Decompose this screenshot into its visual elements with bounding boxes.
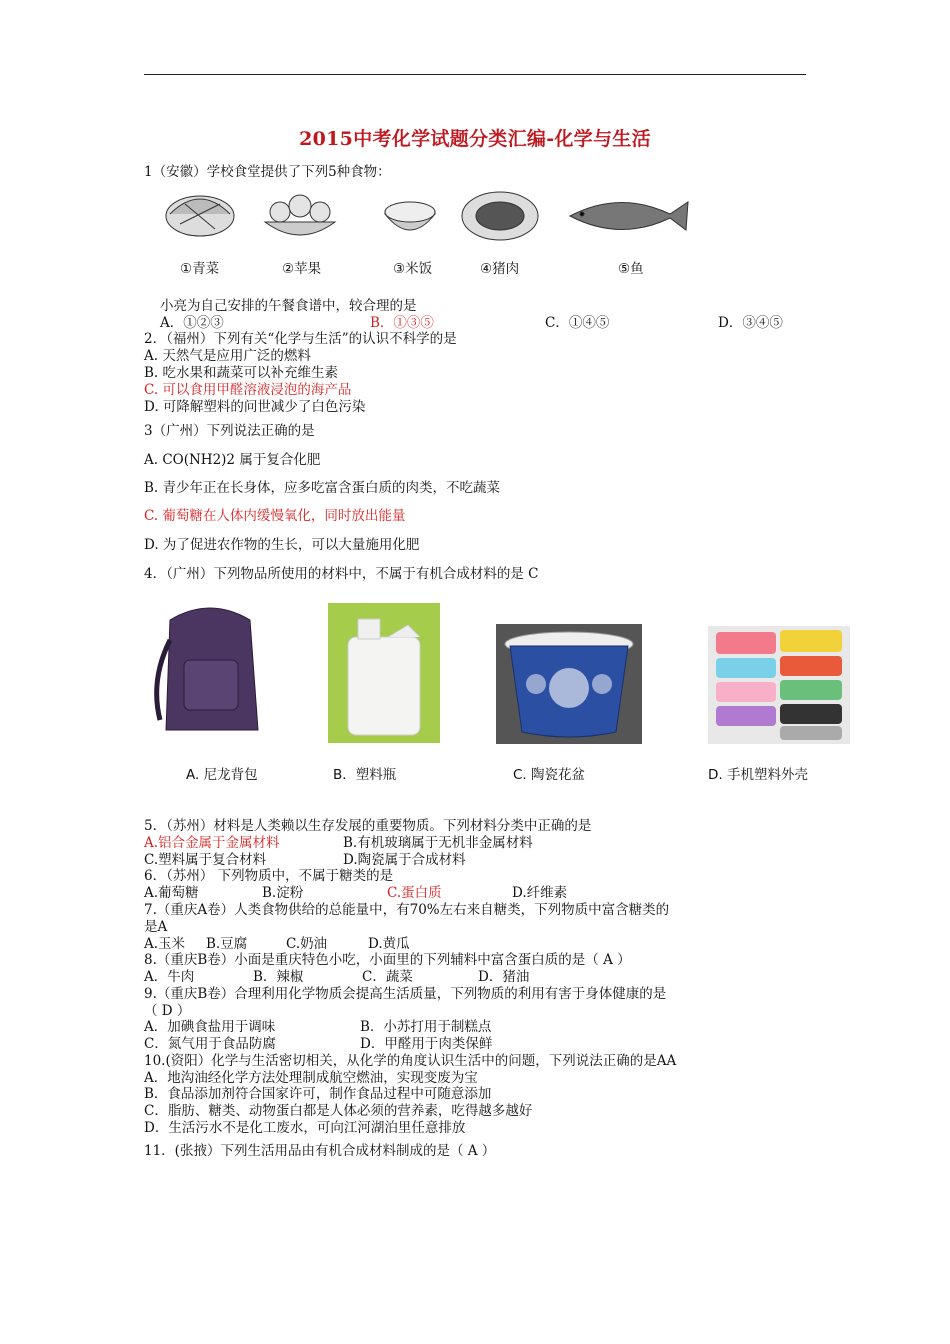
- fish-icon: [570, 202, 688, 230]
- plastic-bottle-icon: [328, 603, 440, 743]
- food-label-2: ②苹果: [282, 261, 322, 277]
- q8-stem: 8.（重庆B卷）小面是重庆特色小吃，小面里的下列辅料中富含蛋白质的是（ A ）: [144, 952, 631, 968]
- q1-ask: 小亮为自己安排的午餐食谱中，较合理的是: [160, 298, 417, 314]
- q10-option-a: A．地沟油经化学方法处理制成航空燃油，实现变废为宝: [144, 1070, 478, 1086]
- q3-option-a: A. CO(NH2)2 属于复合化肥: [144, 452, 321, 468]
- q9-option-b: B．小苏打用于制糕点: [360, 1019, 492, 1035]
- q9-option-d: D．甲醛用于肉类保鲜: [360, 1036, 493, 1052]
- q6-stem: 6．（苏州） 下列物质中，不属于糖类的是: [144, 868, 394, 884]
- pork-plate-icon: [462, 192, 538, 240]
- q1-food-pictures: [160, 184, 700, 250]
- q4-caption-d: D. 手机塑料外壳: [708, 767, 808, 783]
- q7-stem-cont: 是A: [144, 919, 168, 935]
- q1-option-b: B．①③⑤: [370, 315, 434, 331]
- apple-basket-icon: [265, 195, 335, 235]
- q10-option-b: B．食品添加剂符合国家许可，制作食品过程中可随意添加: [144, 1086, 492, 1102]
- ceramic-flowerpot-icon: [496, 624, 642, 744]
- q7-option-d: D.黄瓜: [368, 936, 410, 952]
- q5-option-d: D.陶瓷属于合成材料: [343, 852, 466, 868]
- q2-option-c: C. 可以食用甲醛溶液浸泡的海产品: [144, 382, 352, 398]
- q7-option-a: A.玉米: [144, 936, 186, 952]
- phone-case-icon: [708, 626, 850, 744]
- q6-option-c: C.蛋白质: [387, 885, 442, 901]
- q5-option-a: A.铝合金属于金属材料: [144, 835, 280, 851]
- q7-option-c: C.奶油: [286, 936, 328, 952]
- vegetable-icon: [166, 196, 234, 236]
- q8-option-c: C．蔬菜: [362, 969, 413, 985]
- food-label-3: ③米饭: [393, 261, 433, 277]
- q4-stem: 4．（广州）下列物品所使用的材料中，不属于有机合成材料的是 C: [144, 566, 539, 582]
- q6-option-d: D.纤维素: [512, 885, 568, 901]
- q2-option-d: D. 可降解塑料的问世减少了白色污染: [144, 399, 366, 415]
- food-label-4: ④猪肉: [480, 261, 520, 277]
- q4-caption-c: C. 陶瓷花盆: [513, 767, 586, 783]
- header-rule: [144, 74, 806, 75]
- q5-option-c: C.塑料属于复合材料: [144, 852, 267, 868]
- q7-option-b: B.豆腐: [206, 936, 248, 952]
- q5-stem: 5．（苏州）材料是人类赖以生存发展的重要物质。下列材料分类中正确的是: [144, 818, 592, 834]
- food-label-5: ⑤鱼: [618, 261, 644, 277]
- q4-caption-b: B．塑料瓶: [333, 767, 397, 783]
- q10-stem: 10.(资阳）化学与生活密切相关，从化学的角度认识生活中的问题，下列说法正确的是AA: [144, 1053, 677, 1069]
- q3-option-c: C. 葡萄糖在人体内缓慢氧化，同时放出能量: [144, 508, 406, 524]
- q9-option-c: C．氮气用于食品防腐: [144, 1036, 276, 1052]
- q6-option-a: A.葡萄糖: [144, 885, 199, 901]
- nylon-backpack-icon: [150, 600, 270, 740]
- page-title: 2015中考化学试题分类汇编-化学与生活: [299, 128, 651, 150]
- q11-stem: 11．(张掖）下列生活用品由有机合成材料制成的是（ A ）: [144, 1143, 496, 1159]
- q5-option-b: B.有机玻璃属于无机非金属材料: [343, 835, 533, 851]
- q10-option-d: D．生活污水不是化工废水，可向江河湖泊里任意排放: [144, 1120, 466, 1136]
- q2-option-a: A. 天然气是应用广泛的燃料: [144, 348, 311, 364]
- q9-stem: 9.（重庆B卷）合理利用化学物质会提高生活质量，下列物质的利用有害于身体健康的是: [144, 986, 667, 1002]
- rice-bowl-icon: [385, 202, 435, 230]
- q8-option-d: D．猪油: [478, 969, 530, 985]
- q7-stem: 7.（重庆A卷）人类食物供给的总能量中，有70%左右来自糖类，下列物质中富含糖类的: [144, 902, 670, 918]
- q9-stem-cont: （ D ）: [144, 1003, 191, 1019]
- q1-option-a: A．①②③: [160, 315, 224, 331]
- q3-option-d: D. 为了促进农作物的生长，可以大量施用化肥: [144, 537, 420, 553]
- q8-option-a: A．牛肉: [144, 969, 195, 985]
- q9-option-a: A．加碘食盐用于调味: [144, 1019, 276, 1035]
- q4-caption-a: A. 尼龙背包: [186, 767, 258, 783]
- food-label-1: ①青菜: [180, 261, 220, 277]
- q1-option-c: C．①④⑤: [545, 315, 610, 331]
- q2-stem: 2．（福州）下列有关“化学与生活”的认识不科学的是: [144, 331, 457, 347]
- q1-option-d: D．③④⑤: [718, 315, 783, 331]
- q3-option-b: B. 青少年正在长身体，应多吃富含蛋白质的肉类，不吃蔬菜: [144, 480, 501, 496]
- q3-stem: 3（广州）下列说法正确的是: [144, 423, 315, 439]
- q10-option-c: C．脂肪、糖类、动物蛋白都是人体必须的营养素，吃得越多越好: [144, 1103, 533, 1119]
- q8-option-b: B．辣椒: [253, 969, 304, 985]
- q1-stem: 1（安徽）学校食堂提供了下列5种食物：: [144, 164, 391, 180]
- q2-option-b: B. 吃水果和蔬菜可以补充维生素: [144, 365, 339, 381]
- q6-option-b: B.淀粉: [262, 885, 304, 901]
